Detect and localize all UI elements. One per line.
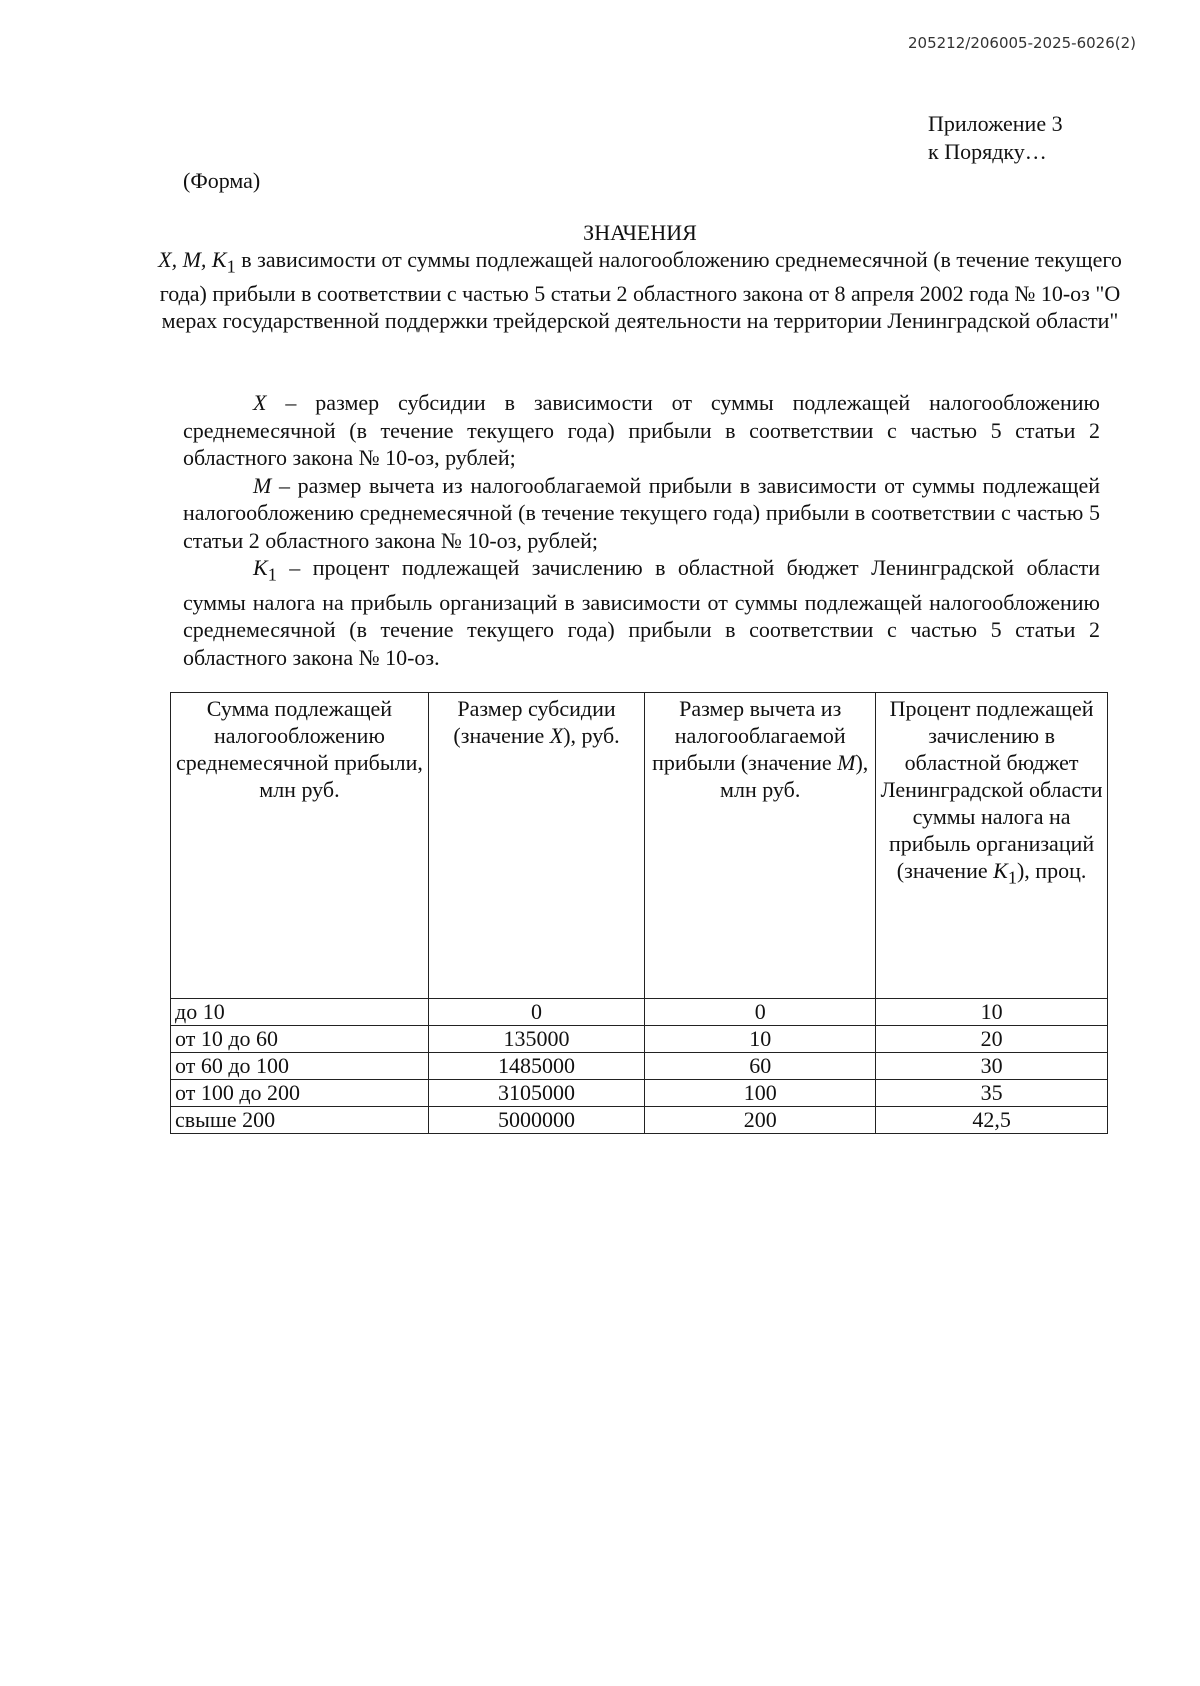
definition-var-subscript: 1 bbox=[267, 564, 277, 585]
definition-text: – размер субсидии в зависимости от суммы подлежащей налогообложению среднемесячной (в течение текущего года) прибыли в соответствии с частью 5 статьи 2 областного закона № 10-оз, рублей; bbox=[183, 390, 1100, 470]
form-label: (Форма) bbox=[183, 168, 261, 193]
cell-k1: 20 bbox=[876, 1026, 1108, 1053]
title-vars-subscript: 1 bbox=[226, 256, 236, 277]
cell-m: 0 bbox=[645, 999, 876, 1026]
cell-k1: 35 bbox=[876, 1080, 1108, 1107]
title-subtitle bbox=[158, 247, 1122, 333]
header-percent-k1: Процент подлежащей зачислению в областной бюджет Ленинградской области суммы налога на прибыль организаций (значение $K_1$), проц. bbox=[876, 693, 1108, 999]
definition-var: M bbox=[253, 472, 272, 498]
cell-x: 135000 bbox=[428, 1026, 644, 1053]
definition-k1 bbox=[183, 554, 1100, 671]
cell-range: свыше 200 bbox=[171, 1107, 429, 1134]
cell-m: 200 bbox=[645, 1107, 876, 1134]
header-deduction-m: Размер вычета из налогооблагаемой прибыли (значение M), млн руб. bbox=[645, 693, 876, 999]
cell-k1: 42,5 bbox=[876, 1107, 1108, 1134]
cell-x: 3105000 bbox=[428, 1080, 644, 1107]
appendix-reference bbox=[928, 110, 1063, 166]
cell-range: до 10 bbox=[171, 999, 429, 1026]
cell-range: от 100 до 200 bbox=[171, 1080, 429, 1107]
table-row bbox=[171, 1026, 1108, 1053]
title-text: в зависимости от суммы подлежащей налогообложению среднемесячной (в течение текущего года) прибыли в соответствии с частью 5 статьи 2 областного закона от 8 апреля 2002 года № 10-оз "О мерах государственной поддержки трейдерской деятельности на территории Ленинградской области" bbox=[159, 247, 1122, 334]
table-row bbox=[171, 999, 1108, 1026]
table-row bbox=[171, 1053, 1108, 1080]
document-id: 205212/206005-2025-6026(2) bbox=[908, 34, 1136, 52]
definition-x bbox=[183, 389, 1100, 472]
definition-text: – процент подлежащей зачислению в областной бюджет Ленинградской области суммы налога на прибыль организаций в зависимости от суммы подлежащей налогообложению среднемесячной (в течение текущего года) прибыли в соответствии с частью 5 статьи 2 областного закона № 10-оз. bbox=[183, 555, 1100, 670]
cell-x: 5000000 bbox=[428, 1107, 644, 1134]
definition-text: – размер вычета из налогооблагаемой прибыли в зависимости от суммы подлежащей налогообложению среднемесячной (в течение текущего года) прибыли в соответствии с частью 5 статьи 2 областного закона № 10-оз, рублей; bbox=[183, 472, 1100, 553]
cell-k1: 30 bbox=[876, 1053, 1108, 1080]
document-title bbox=[150, 219, 1130, 334]
table-row bbox=[171, 1080, 1108, 1107]
cell-x: 1485000 bbox=[428, 1053, 644, 1080]
definition-var: K bbox=[253, 555, 268, 580]
title-vars: X, M, K bbox=[158, 247, 227, 272]
values-table bbox=[170, 692, 1108, 1134]
definitions bbox=[183, 389, 1100, 671]
appendix-line-2: к Порядку… bbox=[928, 139, 1047, 164]
cell-k1: 10 bbox=[876, 999, 1108, 1026]
header-profit-sum: Сумма подлежащей налогообложению среднемесячной прибыли, млн руб. bbox=[171, 693, 429, 999]
title-heading: ЗНАЧЕНИЯ bbox=[583, 220, 697, 245]
cell-m: 60 bbox=[645, 1053, 876, 1080]
header-subsidy-x: Размер субсидии (значение X), руб. bbox=[428, 693, 644, 999]
definition-var: X bbox=[253, 390, 267, 415]
table-header-row bbox=[171, 693, 1108, 999]
appendix-line-1: Приложение 3 bbox=[928, 111, 1063, 136]
definition-m bbox=[183, 472, 1100, 555]
cell-x: 0 bbox=[428, 999, 644, 1026]
table-row bbox=[171, 1107, 1108, 1134]
cell-m: 100 bbox=[645, 1080, 876, 1107]
cell-range: от 10 до 60 bbox=[171, 1026, 429, 1053]
cell-m: 10 bbox=[645, 1026, 876, 1053]
cell-range: от 60 до 100 bbox=[171, 1053, 429, 1080]
